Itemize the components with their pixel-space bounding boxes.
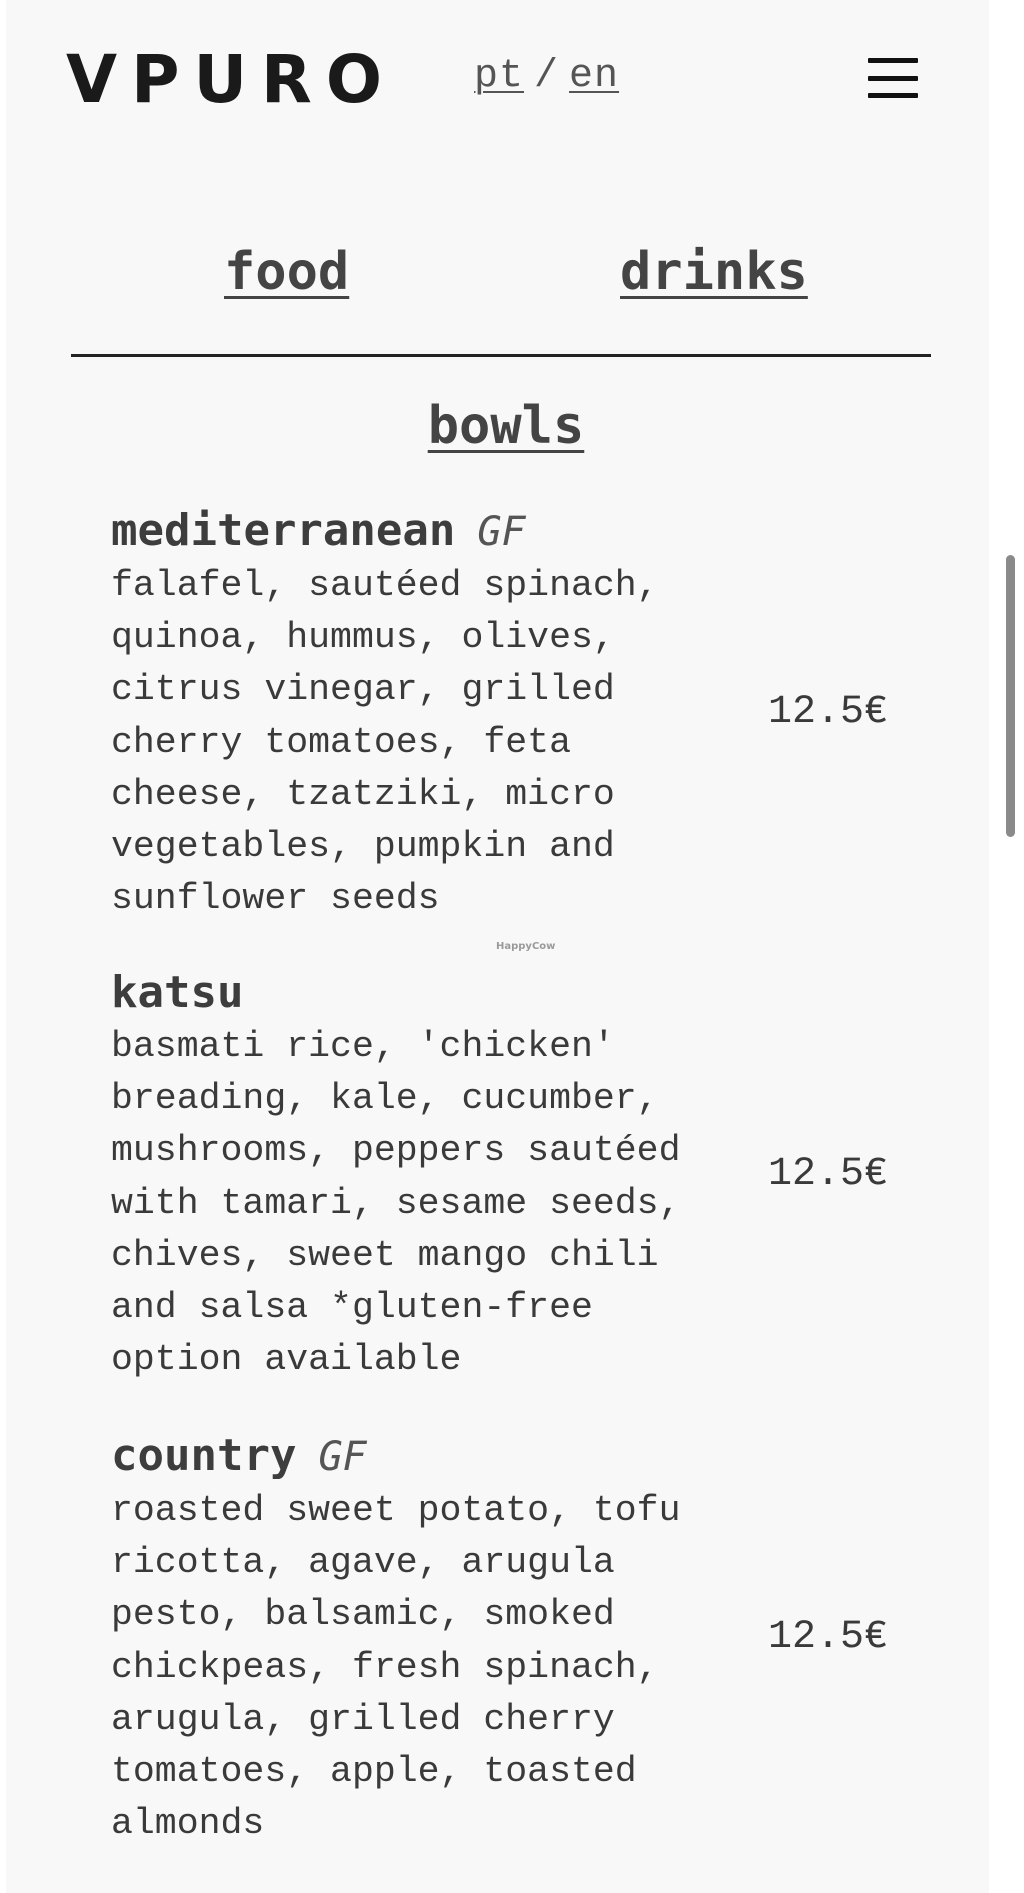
lang-pt-link[interactable]: pt [474,54,525,99]
menu-item [111,965,711,1386]
hamburger-icon[interactable] [868,58,918,98]
svg-text:VPURO: VPURO [66,48,396,108]
scrollbar[interactable] [1006,555,1015,837]
page [6,0,989,1893]
lang-en-link[interactable]: en [569,54,620,99]
tab-drinks[interactable]: drinks [620,242,808,302]
section-title: bowls [427,396,585,456]
item-description: roasted sweet potato, tofu ricotta, agave, arugula pesto, balsamic, smoked chickpeas, fresh spinach, arugula, grilled cherry tomatoes, apple, toasted almonds [111,1490,681,1845]
item-description: basmati rice, 'chicken' breading, kale, cucumber, mushrooms, peppers sautéed with tamari, sesame seeds, chives, sweet mango chili and salsa *gluten-free option available [111,1026,681,1381]
item-price: 12.5€ [768,690,889,735]
lang-separator: / [534,54,560,99]
divider [71,354,931,357]
menu-item [111,503,711,925]
language-switcher [474,54,619,99]
tab-food[interactable]: food [224,242,350,302]
item-name: country GF [111,1430,367,1481]
hamburger-line [868,76,918,81]
menu-item [111,1428,711,1850]
item-description: falafel, sautéed spinach, quinoa, hummus, olives, citrus vinegar, grilled cherry tomatoes, feta cheese, tzatziki, micro vegetables, pumpkin and sunflower seeds [111,565,659,920]
hamburger-line [868,58,918,63]
site-logo[interactable] [66,48,396,108]
gluten-free-tag: GF [477,509,526,555]
hamburger-line [868,93,918,98]
item-price: 12.5€ [768,1152,889,1197]
item-price: 12.5€ [768,1615,889,1660]
item-name: katsu [111,967,244,1018]
watermark: HappyCow [496,941,556,952]
gluten-free-tag: GF [318,1434,367,1480]
item-name: mediterranean GF [111,505,526,556]
site-header [6,0,989,186]
